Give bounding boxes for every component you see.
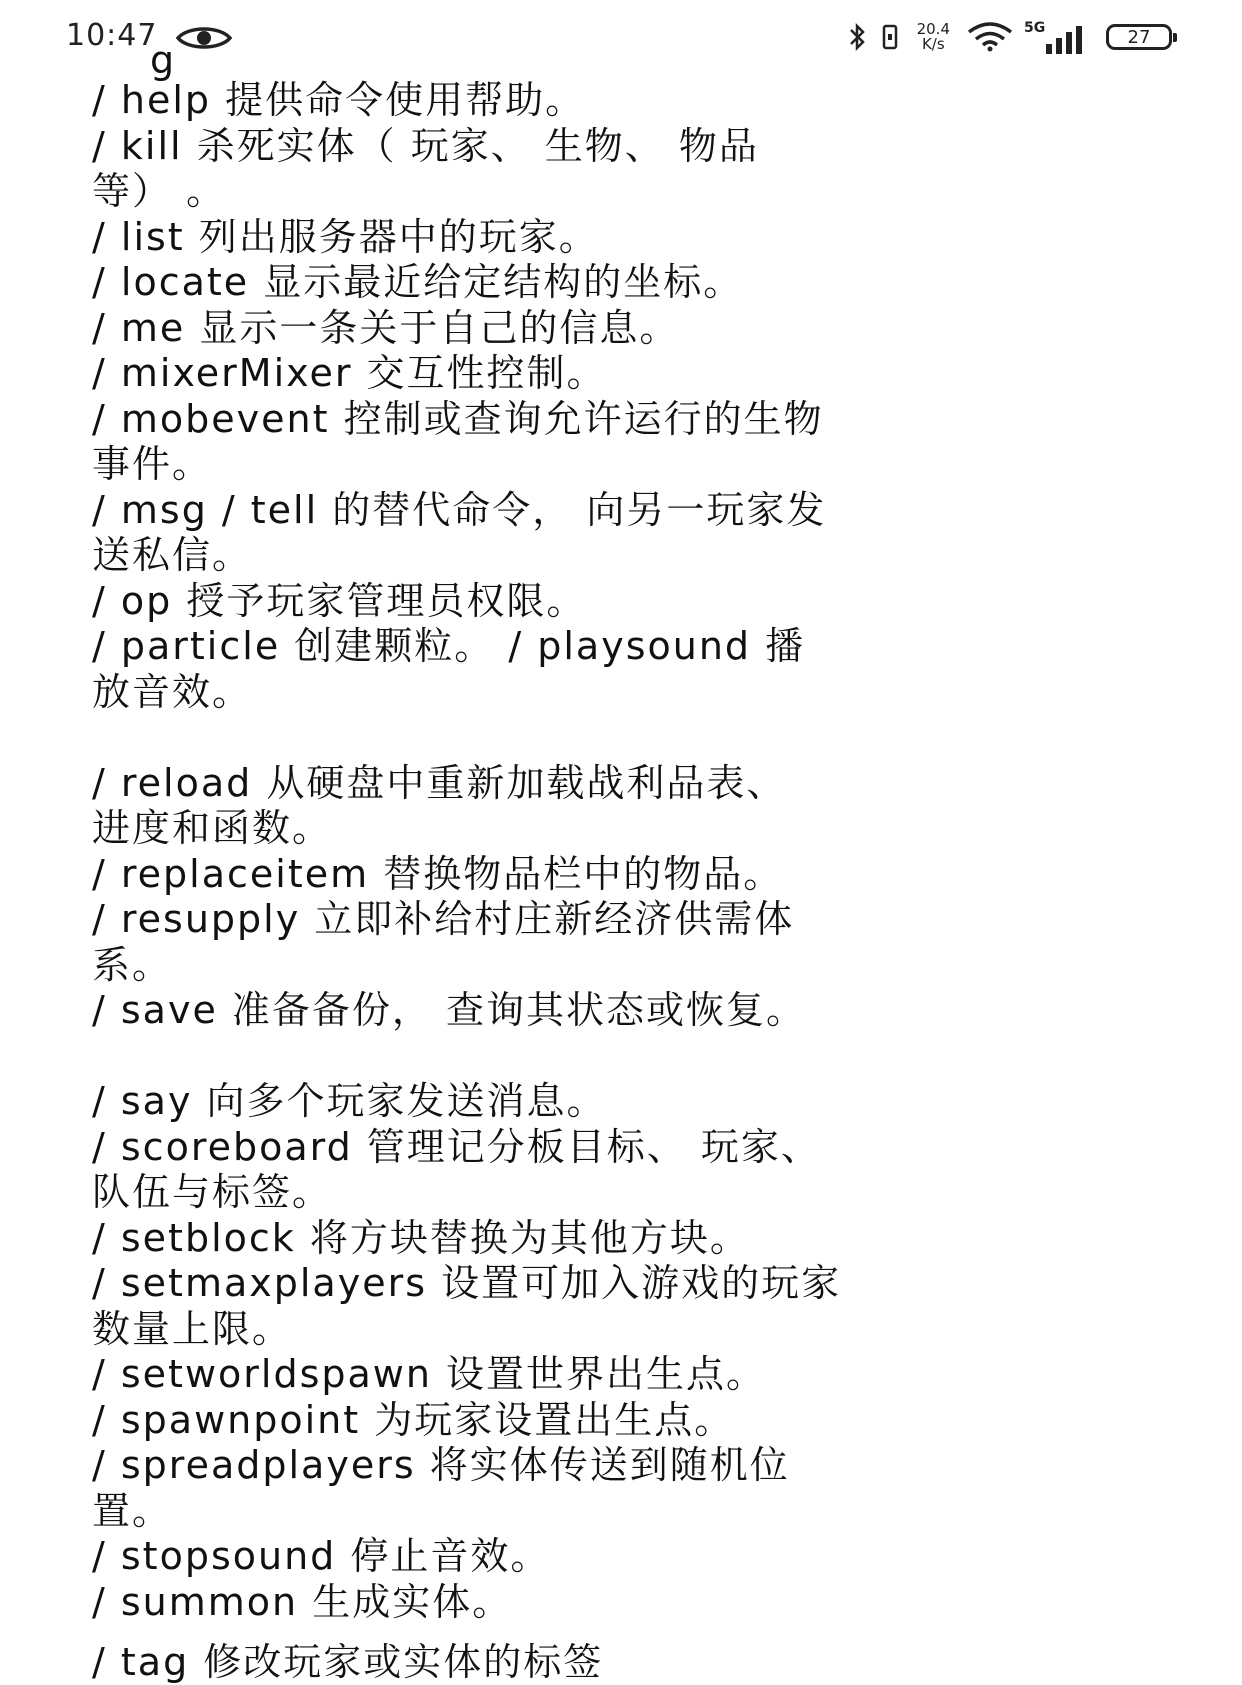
status-time: 10:47 [66, 18, 158, 53]
command-line: / op 授予玩家管理员权限。 [92, 578, 587, 623]
partial-top-text: g [150, 38, 175, 82]
command-line: / me 显示一条关于自己的信息。 [92, 305, 680, 350]
command-line: 放音效。 [92, 669, 253, 714]
wifi-icon [966, 22, 1014, 52]
signal-bars-icon [1044, 24, 1086, 54]
partial-bottom-text: / tag 修改玩家或实体的标签 [92, 1640, 604, 1684]
battery-level: 27 [1127, 26, 1151, 48]
command-line: / particle 创建颗粒。 / playsound 播 [92, 624, 806, 668]
command-line: 置。 [92, 1488, 173, 1533]
blank-line [92, 715, 1162, 761]
command-line: / setworldspawn 设置世界出生点。 [92, 1352, 767, 1396]
command-line: / locate 显示最近给定结构的坐标。 [92, 260, 744, 304]
command-line: 事件。 [92, 442, 213, 486]
battery-indicator [1106, 24, 1172, 50]
command-line: 送私信。 [92, 533, 253, 577]
command-line: / resupply 立即补给村庄新经济供需体 [92, 897, 795, 941]
command-line: / spawnpoint 为玩家设置出生点。 [92, 1397, 735, 1442]
command-line: 进度和函数。 [92, 806, 333, 850]
command-line: / mobevent 控制或查询允许运行的生物 [92, 396, 824, 441]
command-line: 队伍与标签。 [92, 1170, 333, 1214]
command-line: / summon 生成实体。 [92, 1579, 513, 1624]
command-line: / setblock 将方块替换为其他方块。 [92, 1215, 750, 1260]
command-line: / save 准备备份， 查询其状态或恢复。 [92, 988, 806, 1032]
command-line: / setmaxplayers 设置可加入游戏的玩家 [92, 1261, 842, 1305]
command-line: / kill 杀死实体（ 玩家、 生物、 物品 [92, 123, 759, 168]
command-line: / mixerMixer 交互性控制。 [92, 351, 607, 395]
status-icons [847, 16, 1172, 58]
network-speed-value: 20.4 [916, 20, 950, 38]
vibrate-icon [879, 22, 901, 52]
signal-type-label: 5G [1024, 20, 1046, 36]
blank-line [92, 1034, 1162, 1080]
command-line: / msg / tell 的替代命令， 向另一玩家发 [92, 487, 827, 532]
command-line: 等） 。 [92, 169, 227, 213]
command-line: / scoreboard 管理记分板目标、 玩家、 [92, 1124, 821, 1169]
command-line: / spreadplayers 将实体传送到随机位 [92, 1443, 790, 1487]
bluetooth-icon [847, 21, 869, 53]
command-line: 数量上限。 [92, 1306, 293, 1351]
cellular-signal [1024, 20, 1086, 54]
partial-bottom-line [92, 1640, 1162, 1684]
command-line: / help 提供命令使用帮助。 [92, 78, 586, 122]
command-line: / list 列出服务器中的玩家。 [92, 214, 599, 259]
command-line: 系。 [92, 942, 173, 987]
eye-icon [176, 24, 232, 52]
network-speed-unit: K/s [921, 35, 945, 53]
command-line: / reload 从硬盘中重新加载战利品表、 [92, 760, 787, 805]
command-line: / replaceitem 替换物品栏中的物品。 [92, 851, 784, 896]
command-line: / say 向多个玩家发送消息。 [92, 1079, 607, 1123]
command-line: / stopsound 停止音效。 [92, 1534, 551, 1578]
network-speed [917, 22, 950, 52]
